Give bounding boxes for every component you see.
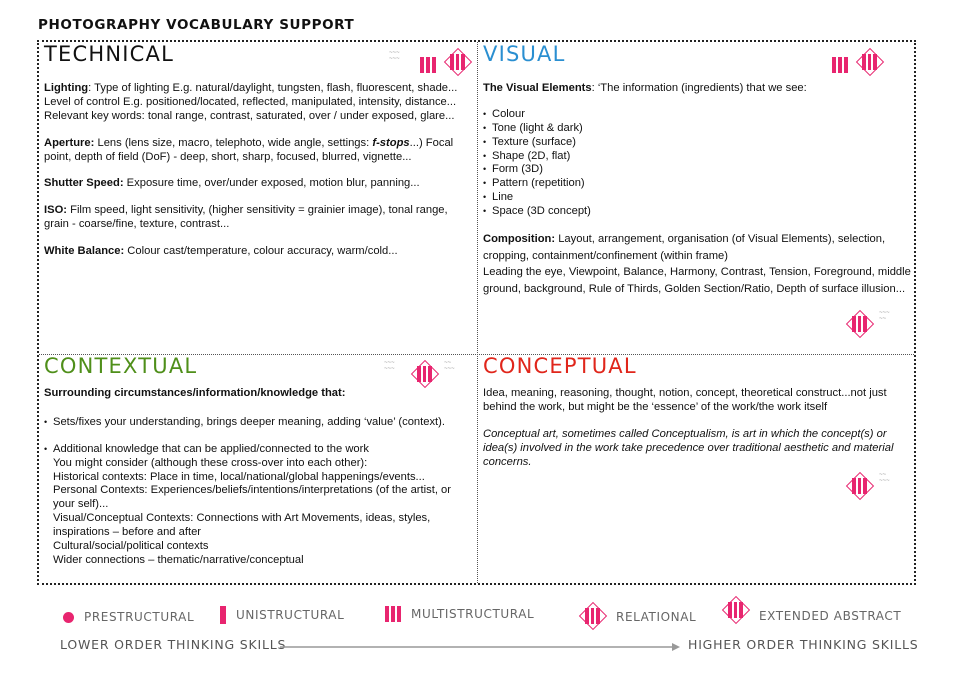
contextual-line: You might consider (although these cross-over into each other): (53, 456, 368, 469)
technical-heading: TECHNICAL (44, 42, 174, 66)
contextual-details (44, 457, 472, 568)
contextual-heading: CONTEXTUAL (44, 354, 198, 378)
list-item: • Form (3D) (492, 163, 911, 177)
arrow-right-icon (280, 643, 680, 651)
contextual-line: Cultural/social/political contexts (53, 540, 209, 553)
lower-order-label: LOWER ORDER THINKING SKILLS (60, 637, 287, 652)
aperture-text: Aperture: Lens (lens size, macro, telephoto, wide angle, settings: f-stops...) Focal point, depth of field (DoF) - deep, short, sharp, focused, blurred, vignette... (44, 136, 454, 163)
composition-more-text: Leading the eye, Viewpoint, Balance, Harmony, Contrast, Tension, Foreground, middle ground, background, Rule of Thirds, Golden Section/Ratio, Depth of surface illusion... (483, 266, 911, 295)
relational-icon (847, 472, 873, 502)
visual-section (483, 42, 911, 297)
relational-icon (412, 360, 438, 390)
bar-icon (220, 606, 226, 624)
conceptual-heading: CONCEPTUAL (483, 354, 637, 378)
contextual-section (44, 354, 472, 568)
visual-icons (829, 48, 883, 78)
contextual-list-2 (44, 443, 472, 457)
scribble-icon: ~~~ ~~~ (389, 50, 400, 62)
relational-icon (847, 310, 873, 340)
legend-multistructural: MULTISTRUCTURAL (385, 606, 534, 622)
dot-icon (63, 612, 74, 623)
scribble-icon: ~~ ~~~ (879, 472, 890, 484)
conceptual-icons (847, 472, 901, 502)
vocabulary-grid (37, 40, 916, 585)
multistructural-icon (385, 606, 401, 622)
list-item: • Line (492, 191, 911, 205)
scribble-icon: ~~~ ~~ (879, 310, 890, 322)
legend-extended-abstract: EXTENDED ABSTRACT (723, 596, 901, 626)
conceptual-text: Idea, meaning, reasoning, thought, notion, concept, theoretical construct...not just behind the work, but might be the ‘essence’ of the work/the work itself (483, 386, 887, 413)
visual-elements-list (483, 108, 911, 219)
list-item: • Colour (492, 108, 911, 122)
vertical-divider (477, 42, 478, 583)
shutter-speed-text: Shutter Speed: Exposure time, over/under exposed, motion blur, panning... (44, 177, 420, 190)
contextual-line: Personal Contexts: Experiences/beliefs/intentions/interpretations (of the artist, or your self)... (53, 484, 451, 511)
contextual-intro: Surrounding circumstances/information/knowledge that: (44, 386, 346, 399)
technical-solo-icons (389, 48, 471, 78)
contextual-line: Historical contexts: Place in time, local/national/global happenings/events... (53, 470, 425, 483)
relational-icon (580, 602, 606, 632)
scribble-icon: ~~~ ~~~ (384, 360, 395, 372)
solo-legend (55, 606, 915, 628)
list-item: • Space (3D concept) (492, 205, 911, 219)
list-item: • Texture (surface) (492, 136, 911, 150)
contextual-line: Wider connections – thematic/narrative/conceptual (53, 553, 304, 566)
multistructural-icon (829, 54, 851, 76)
contextual-list (44, 416, 472, 430)
technical-section (44, 42, 472, 259)
scribble-icon: ~~ ~~~ (444, 360, 455, 372)
white-balance-text: White Balance: Colour cast/temperature, colour accuracy, warm/cold... (44, 245, 398, 258)
multistructural-icon (417, 54, 439, 76)
relational-icon (857, 48, 883, 78)
conceptual-section (483, 354, 911, 469)
contextual-line: Visual/Conceptual Contexts: Connections with Art Movements, ideas, styles, inspirations – before and after (53, 512, 431, 539)
list-item: • Tone (light & dark) (492, 122, 911, 136)
visual-heading: VISUAL (483, 42, 566, 66)
visual-elements-intro: The Visual Elements: ‘The information (ingredients) that we see: (483, 81, 807, 94)
legend-prestructural: PRESTRUCTURAL (63, 610, 194, 624)
list-item: • Pattern (repetition) (492, 177, 911, 191)
higher-order-label: HIGHER ORDER THINKING SKILLS (688, 637, 919, 652)
lighting-text: Lighting: Type of lighting E.g. natural/daylight, tungsten, flash, fluorescent, shade... Level of control E.g. positioned/located, reflected, manipulated, intensity, distance... Relevant key words: tonal range, contrast, saturated, over / under exposed, glare... (44, 81, 458, 122)
legend-relational: RELATIONAL (580, 602, 696, 632)
visual-composition-icons (847, 310, 901, 340)
list-item: • Additional knowledge that can be applied/connected to the work (53, 443, 472, 457)
contextual-icons (384, 360, 466, 390)
document-title: PHOTOGRAPHY VOCABULARY SUPPORT (38, 17, 355, 33)
composition-text: Composition: Layout, arrangement, organisation (of Visual Elements), selection, cropping, containment/confinement (within frame) (483, 233, 886, 262)
conceptual-art-definition: Conceptual art, sometimes called Conceptualism, is art in which the concept(s) or idea(s) involved in the work take precedence over traditional aesthetic and material concerns. (483, 427, 894, 468)
relational-icon (445, 48, 471, 78)
legend-unistructural: UNISTRUCTURAL (220, 606, 344, 624)
extended-abstract-icon (723, 596, 749, 626)
list-item: • Sets/fixes your understanding, brings deeper meaning, adding ‘value’ (context). (53, 416, 472, 430)
list-item: • Shape (2D, flat) (492, 150, 911, 164)
iso-text: ISO: Film speed, light sensitivity, (higher sensitivity = grainier image), tonal range, grain - coarse/fine, texture, contrast... (44, 204, 448, 231)
